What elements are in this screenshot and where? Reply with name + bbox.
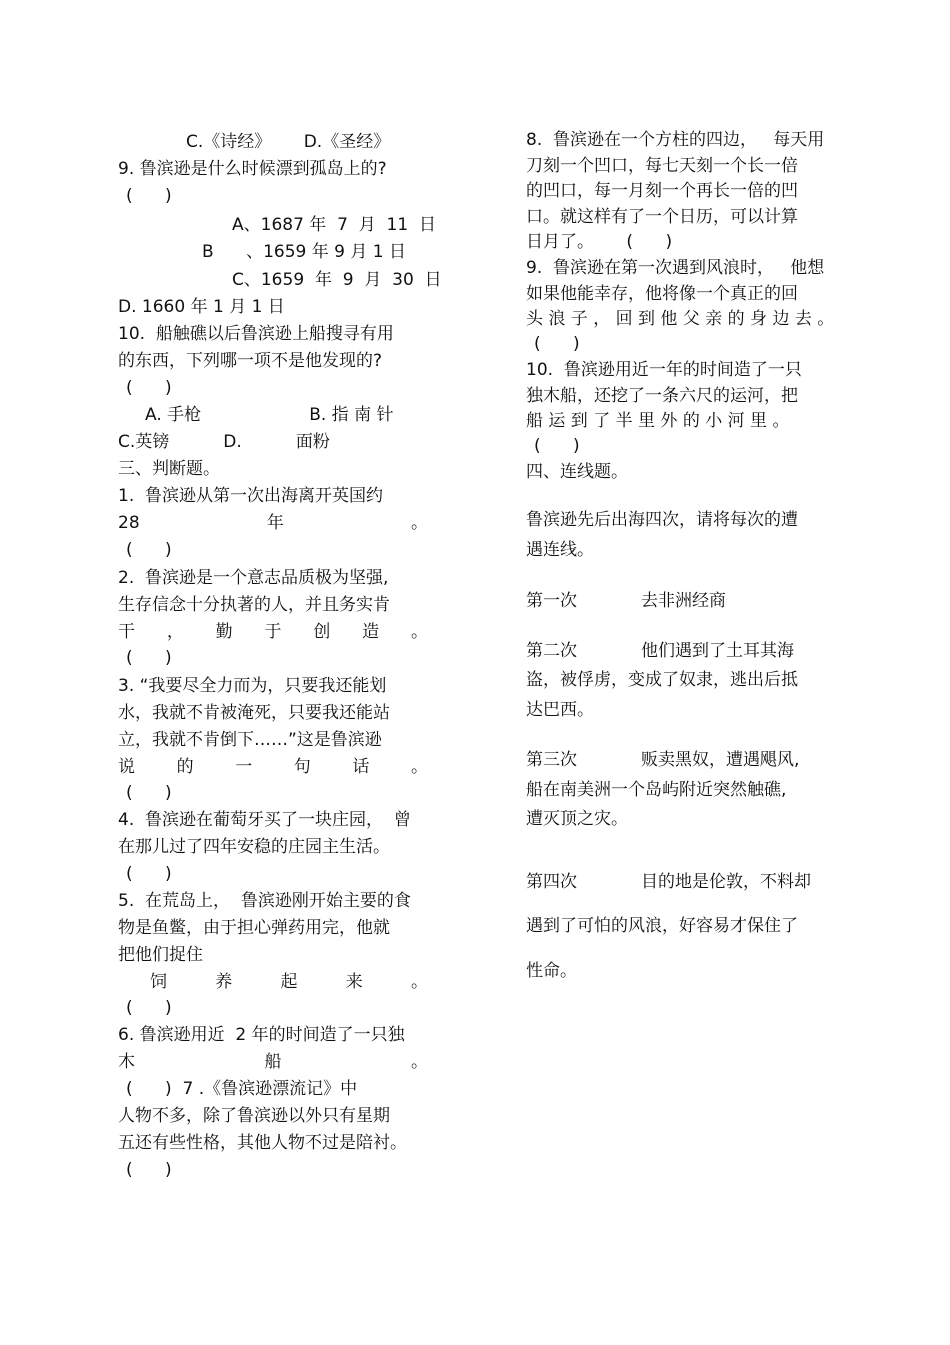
tf10-answer-blank: ( )	[534, 436, 580, 456]
tf9-line3: 头 浪 子 ， 回 到 他 父 亲 的 身 边 去 。	[526, 309, 835, 329]
q9-option-d: D. 1660 年 1 月 1 日	[118, 297, 285, 317]
tf7-line2: 人物不多，除了鲁滨逊以外只有星期	[118, 1106, 390, 1126]
section4-title: 四、连线题。	[526, 462, 628, 482]
tf6-word: 木	[118, 1052, 135, 1072]
tf3-line2: 水，我就不肯被淹死，只要我还能站	[118, 703, 390, 723]
q9-stem: 9. 鲁滨逊是什么时候漂到孤岛上的?	[118, 159, 387, 179]
tf2-answer-blank: ( )	[126, 648, 172, 668]
tf3-line4	[118, 753, 428, 781]
tf10-line1: 10. 鲁滨逊用近一年的时间造了一只	[526, 360, 802, 380]
q9-option-a: A、1687 年 7 月 11 日	[232, 215, 436, 235]
tf2-line1: 2. 鲁滨逊是一个意志品质极为坚强,	[118, 568, 389, 588]
tf6-word: 船	[264, 1052, 282, 1072]
tf2-word: 创	[313, 622, 331, 642]
match-fourth-label: 第四次	[526, 872, 577, 892]
tf3-answer-blank: ( )	[126, 783, 172, 803]
tf3-word: 句	[293, 757, 311, 777]
tf8-line1: 8. 鲁滨逊在一个方柱的四边， 每天用	[526, 130, 825, 150]
tf3-word: 话	[352, 757, 370, 777]
tf5-line2: 物是鱼鳖，由于担心弹药用完，他就	[118, 918, 390, 938]
tf1-word: 年	[266, 513, 284, 533]
q9-option-b: B 、1659 年 9 月 1 日	[202, 242, 406, 262]
tf6-line1: 6. 鲁滨逊用近 2 年的时间造了一只独	[118, 1025, 405, 1045]
tf9-line1: 9. 鲁滨逊在第一次遇到风浪时， 他想	[526, 258, 825, 278]
tf8-line2: 刀刻一个凹口，每七天刻一个长一倍	[526, 156, 798, 176]
tf5-word: 起	[280, 972, 298, 992]
tf5-word: 来	[345, 972, 363, 992]
tf2-word: 造	[362, 622, 380, 642]
tf2-word: 于	[264, 622, 282, 642]
tf2-word: 勤	[215, 622, 233, 642]
tf7-answer-blank: ( )	[126, 1160, 172, 1180]
tf3-word: 的	[176, 757, 194, 777]
tf7-line3: 五还有些性格，其他人物不过是陪衬。	[118, 1133, 407, 1153]
tf3-line1: 3. “我要尽全力而为，只要我还能划	[118, 676, 387, 696]
q10-stem-line2: 的东西，下列哪一项不是他发现的?	[118, 351, 383, 371]
q9-answer-blank: ( )	[126, 186, 172, 206]
right-column	[526, 126, 836, 1006]
tf3-word: 。	[410, 757, 428, 777]
match-first-text: 去非洲经商	[641, 591, 726, 611]
match-second-text-line3: 达巴西。	[526, 700, 594, 720]
tf10-line3: 船 运 到 了 半 里 外 的 小 河 里 。	[526, 411, 790, 431]
tf9-answer-blank: ( )	[534, 334, 580, 354]
matching-intro-line1: 鲁滨逊先后出海四次，请将每次的遭	[526, 510, 798, 530]
tf2-word: 。	[410, 622, 428, 642]
tf6-word: 。	[411, 1052, 428, 1072]
left-column	[118, 128, 442, 1188]
tf1-answer-blank: ( )	[126, 540, 172, 560]
tf1-line1: 1. 鲁滨逊从第一次出海离开英国约	[118, 486, 384, 506]
match-fourth-text-line3: 性命。	[526, 961, 577, 981]
tf3-word: 一	[235, 757, 253, 777]
q10-options-cd: C.英镑 D. 面粉	[118, 432, 330, 452]
tf5-answer-blank: ( )	[126, 998, 172, 1018]
tf4-line2: 在那儿过了四年安稳的庄园主生活。	[118, 837, 390, 857]
tf3-word: 说	[118, 757, 135, 777]
tf2-line2: 生存信念十分执著的人，并且务实肯	[118, 595, 390, 615]
tf3-line3: 立，我就不肯倒下……”这是鲁滨逊	[118, 730, 382, 750]
match-first-label: 第一次	[526, 591, 577, 611]
tf2-word: 干	[118, 622, 135, 642]
tf1-word: 28	[118, 513, 140, 533]
tf8-line5: 日月了。 ( )	[526, 232, 673, 252]
tf5-line3: 把他们捉住	[118, 945, 203, 965]
match-second-label: 第二次	[526, 641, 577, 661]
tf4-answer-blank: ( )	[126, 864, 172, 884]
tf10-line2: 独木船，还挖了一条六尺的运河，把	[526, 386, 798, 406]
tf5-line4	[150, 968, 428, 996]
match-third-text-line1: 贩卖黑奴，遭遇飓风,	[641, 750, 800, 770]
match-fourth-text-line2: 遇到了可怕的风浪，好容易才保住了	[526, 916, 798, 936]
match-third-text-line2: 船在南美洲一个岛屿附近突然触礁,	[526, 780, 787, 800]
tf6-line2	[118, 1048, 428, 1076]
match-third-text-line3: 遭灭顶之灾。	[526, 809, 628, 829]
tf2-line3	[118, 618, 428, 646]
match-second-text-line2: 盗，被俘虏，变成了奴隶，逃出后抵	[526, 670, 798, 690]
matching-intro-line2: 遇连线。	[526, 540, 594, 560]
tf1-word: 。	[410, 513, 428, 533]
match-third-label: 第三次	[526, 750, 577, 770]
tf5-word: 养	[215, 972, 233, 992]
q10-stem-line1: 10. 船触礁以后鲁滨逊上船搜寻有用	[118, 324, 394, 344]
tf8-line4: 口。就这样有了一个日历，可以计算	[526, 207, 798, 227]
match-second-text-line1: 他们遇到了土耳其海	[641, 641, 794, 661]
q10-answer-blank: ( )	[126, 378, 172, 398]
tf5-word: 饲	[150, 972, 167, 992]
tf4-line1: 4. 鲁滨逊在葡萄牙买了一块庄园， 曾	[118, 810, 411, 830]
q10-options-ab: A. 手枪 B. 指 南 针	[145, 405, 394, 425]
match-fourth-text-line1: 目的地是伦敦，不料却	[641, 872, 811, 892]
tf1-line2	[118, 509, 428, 537]
q8-options-cd: C.《诗经》 D.《圣经》	[186, 132, 391, 152]
tf8-line3: 的凹口，每一月刻一个再长一倍的凹	[526, 181, 798, 201]
tf6-blank-tf7-stem: ( ) 7 .《鲁滨逊漂流记》中	[126, 1079, 358, 1099]
tf5-line1: 5. 在荒岛上， 鲁滨逊刚开始主要的食	[118, 891, 411, 911]
tf2-word: ，	[166, 622, 184, 642]
section3-title: 三、判断题。	[118, 459, 220, 479]
tf9-line2: 如果他能幸存，他将像一个真正的回	[526, 284, 798, 304]
q9-option-c: C、1659 年 9 月 30 日	[232, 270, 442, 290]
tf5-word: 。	[411, 972, 428, 992]
